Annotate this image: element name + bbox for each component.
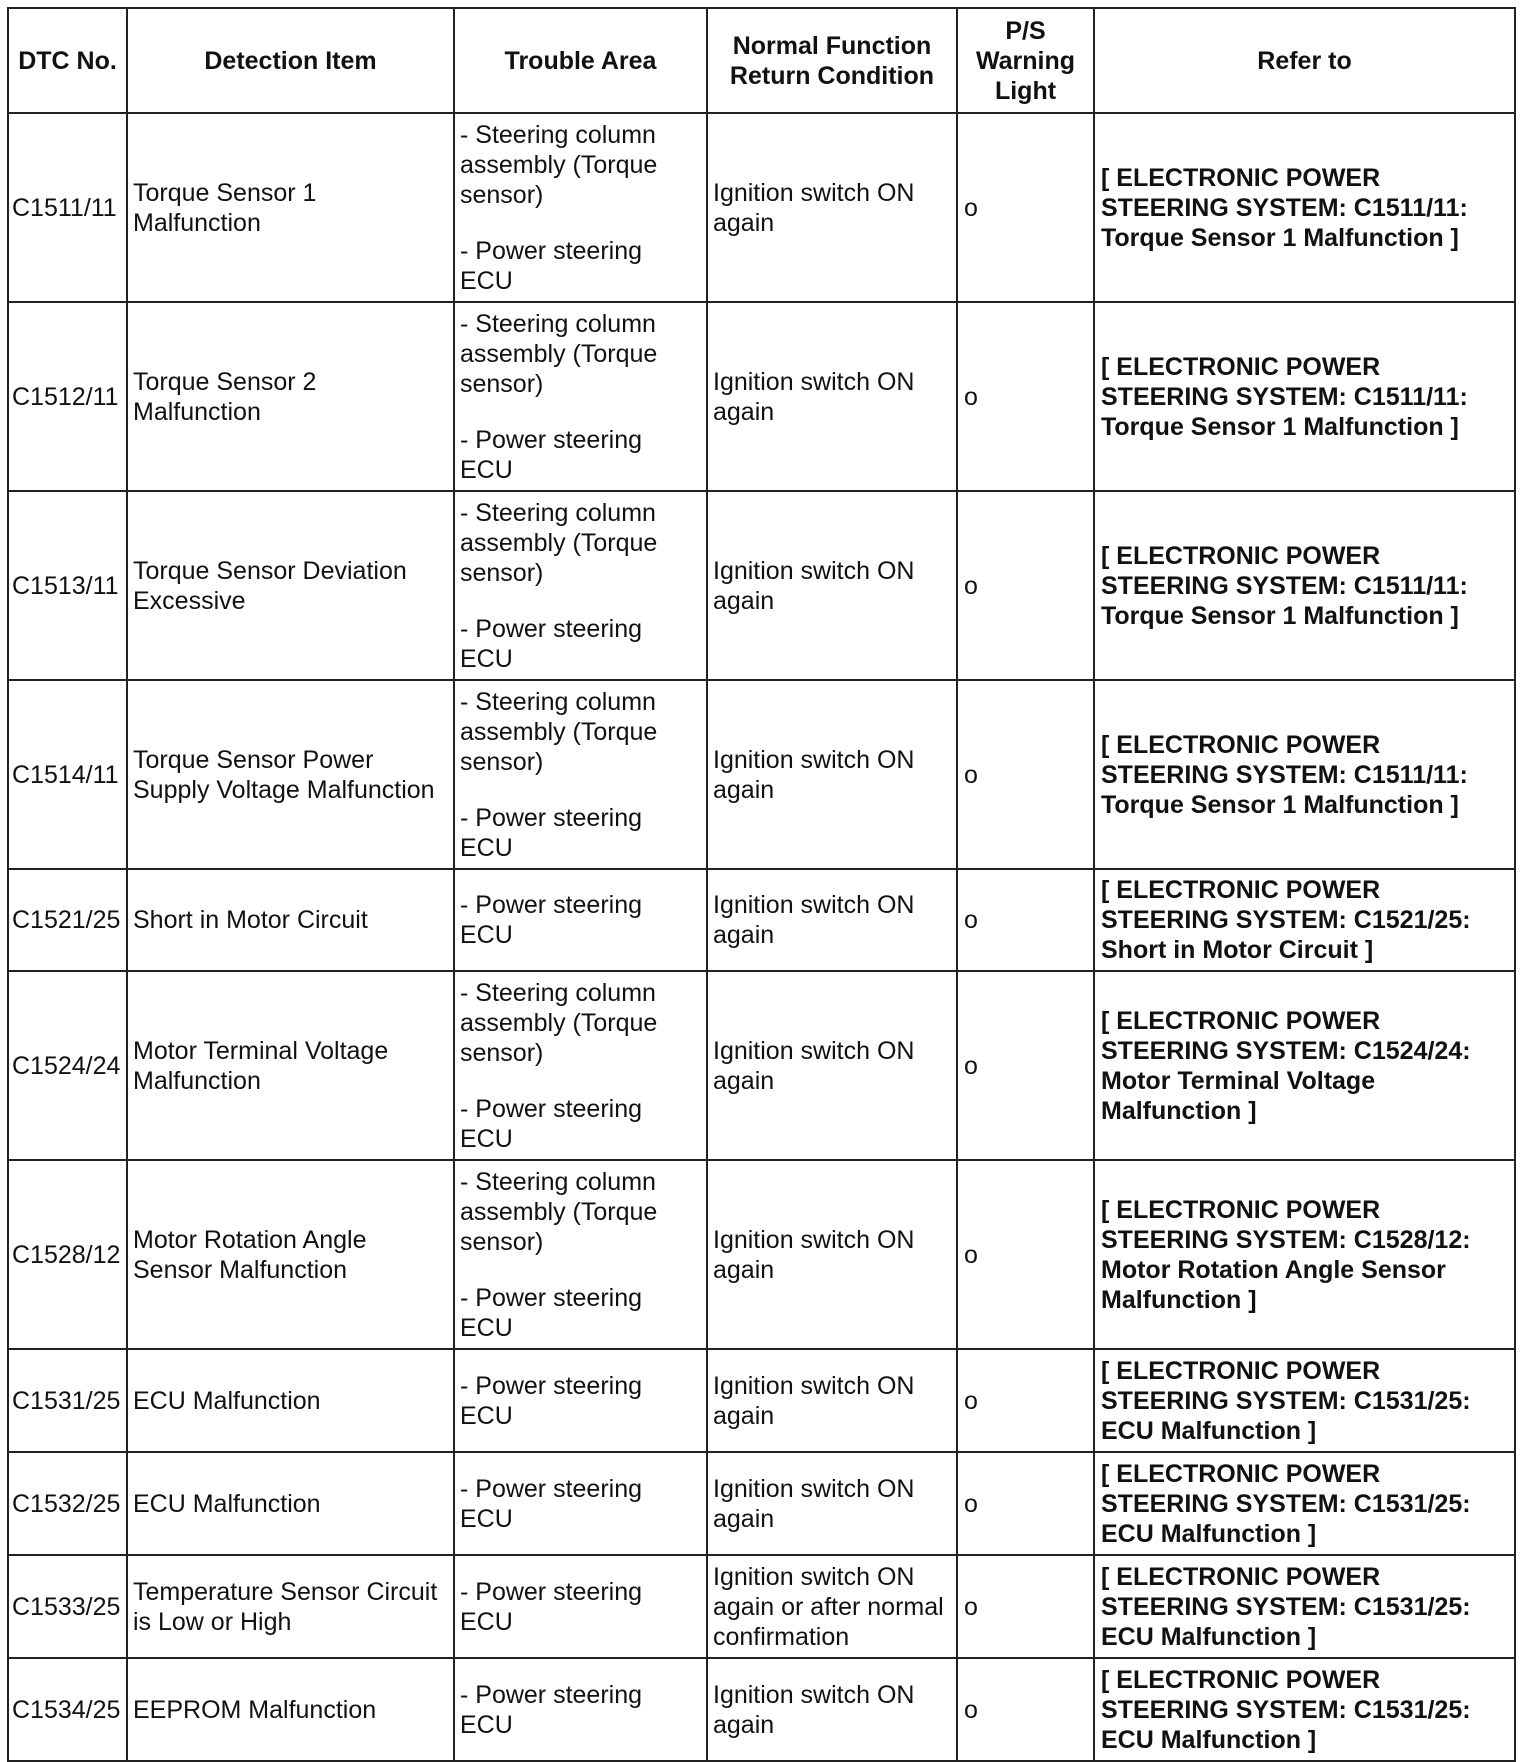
dtc-code-cell: C1521/25 (8, 869, 127, 971)
warning-light-cell: o (957, 302, 1094, 491)
dtc-code-cell: C1528/12 (8, 1160, 127, 1349)
trouble-area-line: - Power steering ECU (460, 1474, 643, 1533)
warning-light-cell: o (957, 971, 1094, 1160)
dtc-code-cell: C1512/11 (8, 302, 127, 491)
return-condition-cell: Ignition switch ON again (707, 1160, 957, 1349)
return-condition-cell: Ignition switch ON again (707, 680, 957, 869)
dtc-code-cell: C1534/25 (8, 1658, 127, 1761)
return-condition-cell: Ignition switch ON again (707, 491, 957, 680)
header-trouble-area: Trouble Area (454, 8, 707, 113)
table-row (8, 1555, 1515, 1658)
dtc-table (7, 7, 1516, 1762)
detection-item-cell: Short in Motor Circuit (127, 869, 454, 971)
dtc-code-cell: C1513/11 (8, 491, 127, 680)
warning-light-cell: o (957, 1349, 1094, 1452)
return-condition-cell: Ignition switch ON again or after normal confirmation (707, 1555, 957, 1658)
refer-to-cell: [ ELECTRONIC POWER STEERING SYSTEM: C1531/25: ECU Malfunction ] (1094, 1555, 1515, 1658)
table-row (8, 113, 1515, 302)
dtc-code-cell: C1524/24 (8, 971, 127, 1160)
warning-light-cell: o (957, 869, 1094, 971)
detection-item-cell: Motor Terminal Voltage Malfunction (127, 971, 454, 1160)
refer-to-cell: [ ELECTRONIC POWER STEERING SYSTEM: C1531/25: ECU Malfunction ] (1094, 1349, 1515, 1452)
trouble-area-cell (454, 302, 707, 491)
warning-light-cell: o (957, 113, 1094, 302)
table-row (8, 491, 1515, 680)
refer-to-cell: [ ELECTRONIC POWER STEERING SYSTEM: C1528/12: Motor Rotation Angle Sensor Malfunction ] (1094, 1160, 1515, 1349)
refer-to-cell: [ ELECTRONIC POWER STEERING SYSTEM: C1511/11: Torque Sensor 1 Malfunction ] (1094, 491, 1515, 680)
detection-item-cell: Torque Sensor Deviation Excessive (127, 491, 454, 680)
warning-light-cell: o (957, 680, 1094, 869)
table-row (8, 1452, 1515, 1555)
trouble-area-cell (454, 491, 707, 680)
trouble-area-line: - Steering column assembly (Torque sensor) (460, 120, 658, 209)
trouble-area-gap (460, 1068, 701, 1094)
return-condition-cell: Ignition switch ON again (707, 971, 957, 1160)
detection-item-cell: Torque Sensor 1 Malfunction (127, 113, 454, 302)
warning-light-cell: o (957, 1658, 1094, 1761)
trouble-area-gap (460, 399, 701, 425)
header-row (8, 8, 1515, 113)
trouble-area-cell (454, 1555, 707, 1658)
refer-to-cell: [ ELECTRONIC POWER STEERING SYSTEM: C1511/11: Torque Sensor 1 Malfunction ] (1094, 113, 1515, 302)
header-refer-to: Refer to (1094, 8, 1515, 113)
trouble-area-line: - Power steering ECU (460, 1371, 643, 1430)
dtc-code-cell: C1533/25 (8, 1555, 127, 1658)
trouble-area-cell (454, 971, 707, 1160)
detection-item-cell: ECU Malfunction (127, 1349, 454, 1452)
trouble-area-line: - Power steering ECU (460, 236, 643, 295)
return-condition-cell: Ignition switch ON again (707, 1349, 957, 1452)
return-condition-cell: Ignition switch ON again (707, 1658, 957, 1761)
refer-to-cell: [ ELECTRONIC POWER STEERING SYSTEM: C1521/25: Short in Motor Circuit ] (1094, 869, 1515, 971)
header-return-condition: Normal Function Return Condition (707, 8, 957, 113)
dtc-code-cell: C1511/11 (8, 113, 127, 302)
trouble-area-line: - Power steering ECU (460, 1577, 643, 1636)
trouble-area-line: - Power steering ECU (460, 1283, 643, 1342)
trouble-area-gap (460, 777, 701, 803)
trouble-area-cell (454, 1160, 707, 1349)
trouble-area-cell (454, 113, 707, 302)
detection-item-cell: Temperature Sensor Circuit is Low or High (127, 1555, 454, 1658)
refer-to-cell: [ ELECTRONIC POWER STEERING SYSTEM: C1511/11: Torque Sensor 1 Malfunction ] (1094, 680, 1515, 869)
warning-light-cell: o (957, 1555, 1094, 1658)
table-row (8, 869, 1515, 971)
return-condition-cell: Ignition switch ON again (707, 302, 957, 491)
trouble-area-line: - Power steering ECU (460, 425, 643, 484)
warning-light-cell: o (957, 1160, 1094, 1349)
refer-to-cell: [ ELECTRONIC POWER STEERING SYSTEM: C1531/25: ECU Malfunction ] (1094, 1658, 1515, 1761)
table-row (8, 302, 1515, 491)
trouble-area-line: - Power steering ECU (460, 891, 643, 949)
dtc-code-cell: C1532/25 (8, 1452, 127, 1555)
trouble-area-line: - Steering column assembly (Torque sensor) (460, 687, 658, 776)
trouble-area-gap (460, 588, 701, 614)
return-condition-cell: Ignition switch ON again (707, 1452, 957, 1555)
trouble-area-line: - Steering column assembly (Torque sensor) (460, 1167, 658, 1256)
trouble-area-gap (460, 1257, 701, 1283)
refer-to-cell: [ ELECTRONIC POWER STEERING SYSTEM: C1531/25: ECU Malfunction ] (1094, 1452, 1515, 1555)
table-row (8, 1160, 1515, 1349)
header-warning-light: P/S Warning Light (957, 8, 1094, 113)
table-row (8, 971, 1515, 1160)
refer-to-cell: [ ELECTRONIC POWER STEERING SYSTEM: C1524/24: Motor Terminal Voltage Malfunction ] (1094, 971, 1515, 1160)
table-row (8, 680, 1515, 869)
header-detection-item: Detection Item (127, 8, 454, 113)
trouble-area-cell (454, 1349, 707, 1452)
table-row (8, 1658, 1515, 1761)
warning-light-cell: o (957, 491, 1094, 680)
trouble-area-line: - Steering column assembly (Torque sensor) (460, 498, 658, 587)
trouble-area-cell (454, 680, 707, 869)
return-condition-cell: Ignition switch ON again (707, 869, 957, 971)
detection-item-cell: ECU Malfunction (127, 1452, 454, 1555)
refer-to-cell: [ ELECTRONIC POWER STEERING SYSTEM: C1511/11: Torque Sensor 1 Malfunction ] (1094, 302, 1515, 491)
detection-item-cell: Motor Rotation Angle Sensor Malfunction (127, 1160, 454, 1349)
trouble-area-cell (454, 1658, 707, 1761)
header-dtc-no: DTC No. (8, 8, 127, 113)
trouble-area-cell (454, 1452, 707, 1555)
trouble-area-line: - Steering column assembly (Torque sensor) (460, 978, 658, 1067)
detection-item-cell: Torque Sensor 2 Malfunction (127, 302, 454, 491)
trouble-area-gap (460, 210, 701, 236)
trouble-area-line: - Power steering ECU (460, 614, 643, 673)
table-row (8, 1349, 1515, 1452)
return-condition-cell: Ignition switch ON again (707, 113, 957, 302)
detection-item-cell: EEPROM Malfunction (127, 1658, 454, 1761)
trouble-area-cell (454, 869, 707, 971)
trouble-area-line: - Power steering ECU (460, 803, 643, 862)
dtc-code-cell: C1531/25 (8, 1349, 127, 1452)
trouble-area-line: - Power steering ECU (460, 1680, 643, 1739)
trouble-area-line: - Steering column assembly (Torque sensor) (460, 309, 658, 398)
warning-light-cell: o (957, 1452, 1094, 1555)
trouble-area-line: - Power steering ECU (460, 1094, 643, 1153)
dtc-code-cell: C1514/11 (8, 680, 127, 869)
detection-item-cell: Torque Sensor Power Supply Voltage Malfunction (127, 680, 454, 869)
